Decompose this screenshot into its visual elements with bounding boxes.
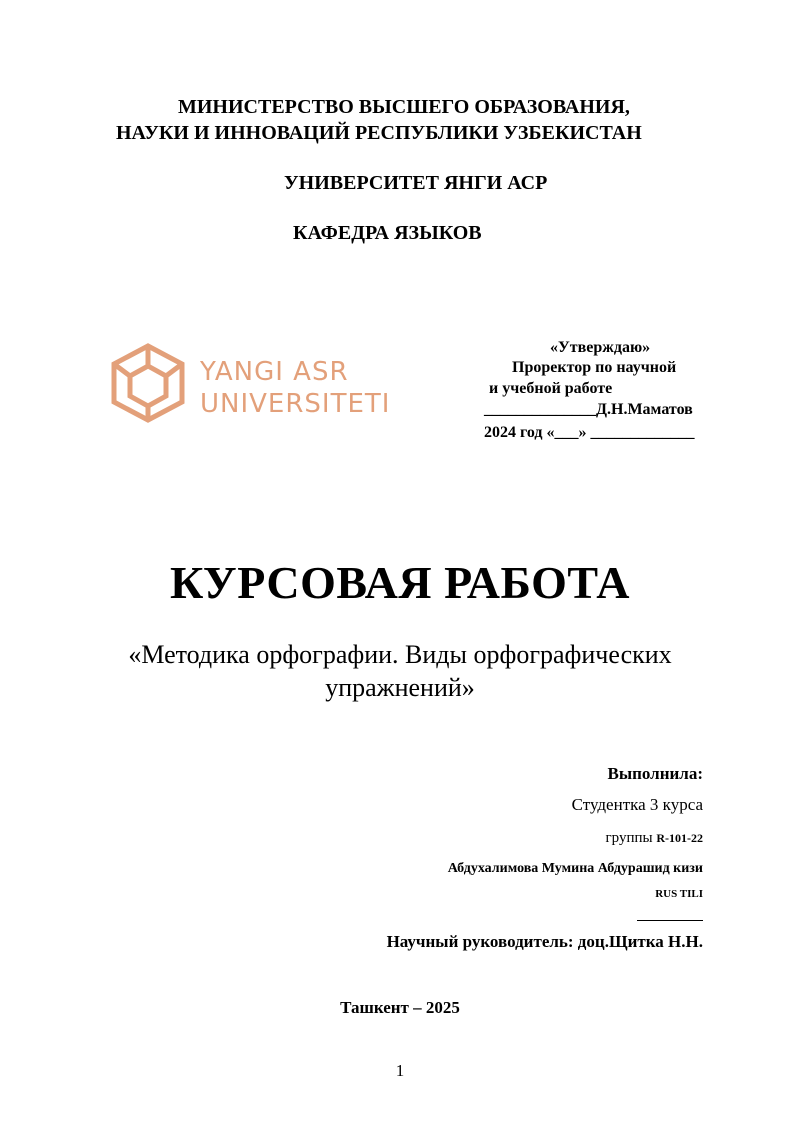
group-code: R-101-22 bbox=[656, 831, 703, 845]
student-group bbox=[605, 830, 703, 847]
supervisor: Научный руководитель: доц.Щитка Н.Н. bbox=[386, 932, 703, 951]
ministry-line-2: НАУКИ И ИННОВАЦИЙ РЕСПУБЛИКИ УЗБЕКИСТАН bbox=[116, 122, 642, 144]
group-prefix: группы bbox=[605, 830, 653, 846]
approval-position-line-2: и учебной работе bbox=[489, 380, 613, 397]
student-name: Абдухалимова Мумина Абдурашид кизи bbox=[447, 861, 703, 876]
department-name: КАФЕДРА ЯЗЫКОВ bbox=[293, 222, 482, 244]
topic-line-1: «Методика орфографии. Виды орфографических bbox=[128, 640, 672, 669]
university-logo bbox=[110, 342, 390, 424]
student-language: RUS TILI bbox=[655, 888, 703, 900]
approval-heading: «Утверждаю» bbox=[550, 339, 651, 356]
topic-line-2: упражнений» bbox=[325, 673, 475, 702]
logo-text-line1: YANGI ASR bbox=[200, 357, 349, 387]
approval-position-line-1: Проректор по научной bbox=[512, 359, 677, 376]
city-year: Ташкент – 2025 bbox=[340, 998, 460, 1017]
university-name: УНИВЕРСИТЕТ ЯНГИ АСР bbox=[284, 172, 548, 194]
completed-by-label: Выполнила: bbox=[607, 764, 703, 783]
approval-signature-line: ______________Д.Н.Маматов bbox=[484, 401, 693, 418]
signature-line bbox=[637, 920, 703, 921]
logo-graphic bbox=[110, 342, 390, 424]
logo-text-line2: UNIVERSITETI bbox=[200, 389, 390, 419]
document-title: КУРСОВАЯ РАБОТА bbox=[170, 557, 630, 608]
approval-date-line: 2024 год «___» _____________ bbox=[484, 424, 695, 441]
student-course: Студентка 3 курса bbox=[571, 795, 703, 814]
page-number: 1 bbox=[395, 1061, 405, 1080]
ministry-line-1: МИНИСТЕРСТВО ВЫСШЕГО ОБРАЗОВАНИЯ, bbox=[178, 96, 630, 118]
